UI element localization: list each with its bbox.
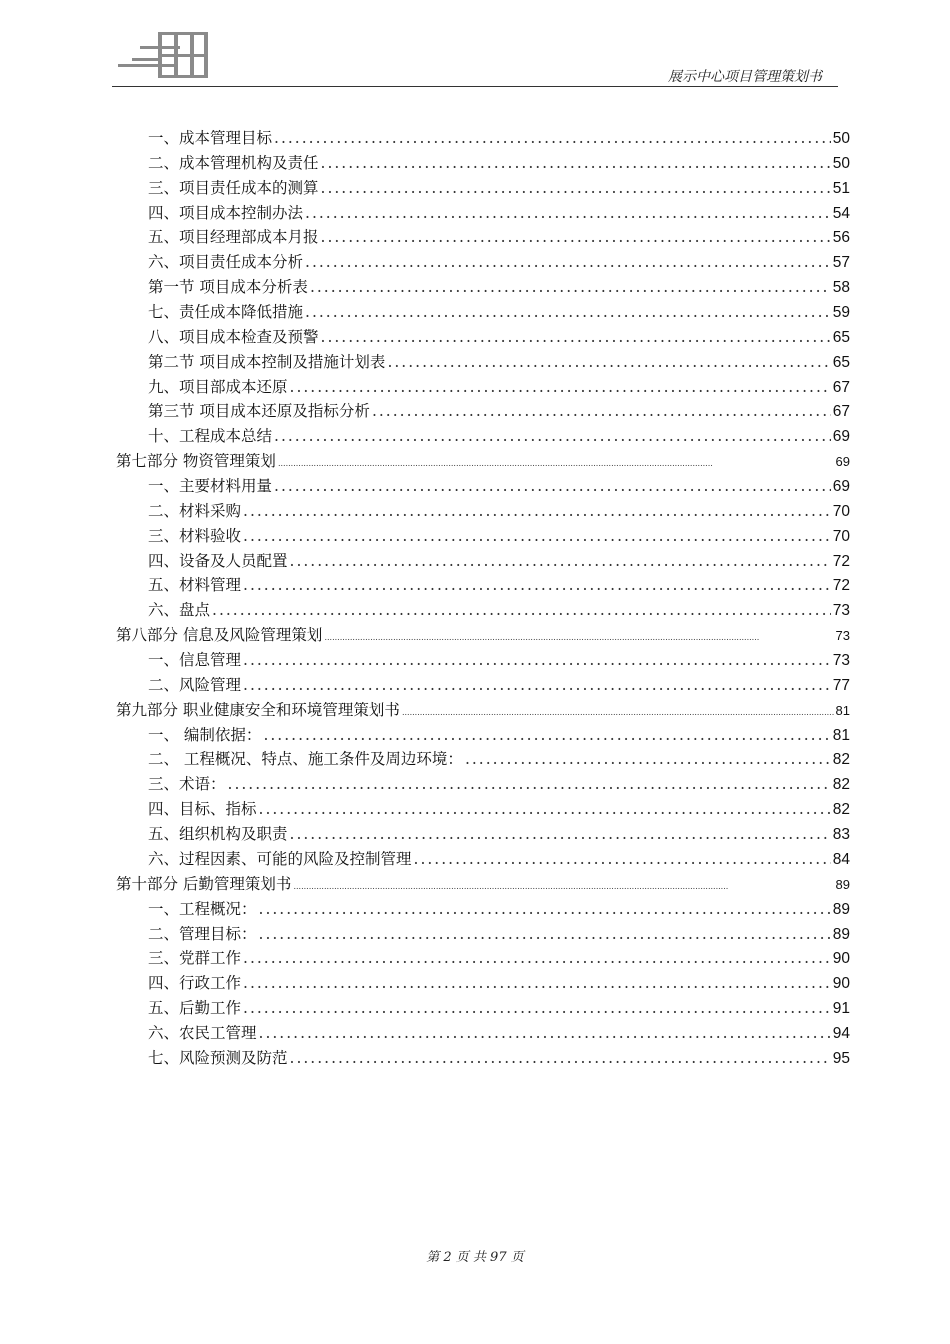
toc-leader-dots bbox=[259, 1021, 831, 1046]
toc-entry-label: 四、目标、指标 bbox=[148, 800, 257, 819]
toc-entry[interactable] bbox=[116, 250, 850, 275]
toc-entry[interactable] bbox=[116, 549, 850, 574]
toc-leader-dots bbox=[321, 151, 831, 176]
toc-page-number: 90 bbox=[832, 975, 850, 993]
toc-entry-label: 第二节 项目成本控制及措施计划表 bbox=[148, 352, 386, 371]
toc-part-entry[interactable] bbox=[116, 872, 850, 897]
toc-leader-dots bbox=[321, 325, 831, 350]
toc-entry[interactable] bbox=[116, 300, 850, 325]
toc-entry[interactable] bbox=[116, 673, 850, 698]
toc-leader-dots bbox=[243, 996, 831, 1021]
toc-entry-label: 四、设备及人员配置 bbox=[148, 551, 288, 570]
toc-leader-dots bbox=[278, 452, 834, 474]
toc-page-number: 82 bbox=[832, 751, 850, 769]
toc-entry-label: 六、项目责任成本分析 bbox=[148, 253, 304, 272]
toc-entry-label: 一、工程概况： bbox=[148, 899, 257, 918]
toc-page-number: 81 bbox=[835, 702, 850, 718]
toc-entry[interactable] bbox=[116, 1046, 850, 1071]
toc-page-number: 69 bbox=[835, 454, 850, 470]
toc-entry-label: 三、材料验收 bbox=[148, 526, 242, 545]
toc-entry-label: 六、盘点 bbox=[148, 601, 211, 620]
toc-entry-label: 第九部分 职业健康安全和环境管理策划书 bbox=[116, 700, 400, 719]
toc-page-number: 82 bbox=[832, 776, 850, 794]
toc-page-number: 91 bbox=[832, 1000, 850, 1018]
toc-entry-label: 十、工程成本总结 bbox=[148, 427, 273, 446]
toc-entry[interactable] bbox=[116, 747, 850, 772]
toc-entry[interactable] bbox=[116, 325, 850, 350]
toc-entry[interactable] bbox=[116, 126, 850, 151]
toc-page-number: 56 bbox=[832, 229, 850, 247]
toc-entry-label: 四、项目成本控制办法 bbox=[148, 203, 304, 222]
toc-leader-dots bbox=[310, 275, 831, 300]
toc-entry[interactable] bbox=[116, 648, 850, 673]
toc-entry-label: 二、风险管理 bbox=[148, 675, 242, 694]
toc-entry-label: 二、管理目标： bbox=[148, 924, 257, 943]
toc-entry-label: 三、党群工作 bbox=[148, 949, 242, 968]
toc-entry-label: 第一节 项目成本分析表 bbox=[148, 278, 308, 297]
toc-leader-dots bbox=[243, 648, 831, 673]
toc-entry-label: 二、 工程概况、特点、施工条件及周边环境： bbox=[148, 750, 463, 769]
toc-page-number: 67 bbox=[832, 378, 850, 396]
toc-page-number: 73 bbox=[832, 602, 850, 620]
toc-entry-label: 三、术语： bbox=[148, 775, 226, 794]
toc-leader-dots bbox=[263, 723, 830, 748]
toc-entry-label: 二、材料采购 bbox=[148, 501, 242, 520]
toc-entry-label: 九、项目部成本还原 bbox=[148, 377, 288, 396]
toc-page-number: 72 bbox=[832, 552, 850, 570]
toc-entry[interactable] bbox=[116, 996, 850, 1021]
toc-entry[interactable] bbox=[116, 350, 850, 375]
toc-entry[interactable] bbox=[116, 847, 850, 872]
toc-leader-dots bbox=[372, 399, 831, 424]
toc-entry[interactable] bbox=[116, 524, 850, 549]
toc-page-number: 89 bbox=[832, 900, 850, 918]
toc-part-entry[interactable] bbox=[116, 698, 850, 723]
document-header-title: 展示中心项目管理策划书 bbox=[668, 69, 822, 85]
toc-entry-label: 二、成本管理机构及责任 bbox=[148, 153, 319, 172]
company-logo bbox=[118, 28, 210, 80]
toc-entry[interactable] bbox=[116, 176, 850, 201]
toc-page-number: 54 bbox=[832, 204, 850, 222]
toc-page-number: 70 bbox=[832, 502, 850, 520]
toc-leader-dots bbox=[259, 797, 831, 822]
toc-entry[interactable] bbox=[116, 971, 850, 996]
toc-page-number: 70 bbox=[832, 527, 850, 545]
toc-leader-dots bbox=[290, 549, 831, 574]
toc-leader-dots bbox=[402, 701, 834, 723]
toc-page-number: 89 bbox=[832, 925, 850, 943]
toc-page-number: 89 bbox=[835, 876, 850, 892]
toc-leader-dots bbox=[387, 350, 830, 375]
toc-page-number: 77 bbox=[832, 676, 850, 694]
toc-page-number: 67 bbox=[832, 403, 850, 421]
toc-entry[interactable] bbox=[116, 499, 850, 524]
toc-leader-dots bbox=[414, 847, 831, 872]
toc-page-number: 83 bbox=[832, 826, 850, 844]
toc-entry-label: 六、农民工管理 bbox=[148, 1023, 257, 1042]
toc-page-number: 69 bbox=[832, 428, 850, 446]
toc-entry[interactable] bbox=[116, 375, 850, 400]
toc-entry[interactable] bbox=[116, 225, 850, 250]
toc-page-number: 65 bbox=[832, 353, 850, 371]
toc-entry[interactable] bbox=[116, 946, 850, 971]
toc-page-number: 84 bbox=[832, 850, 850, 868]
toc-entry[interactable] bbox=[116, 474, 850, 499]
toc-entry[interactable] bbox=[116, 897, 850, 922]
toc-entry-label: 第十部分 后勤管理策划书 bbox=[116, 874, 292, 893]
toc-entry[interactable] bbox=[116, 922, 850, 947]
toc-page-number: 51 bbox=[832, 179, 850, 197]
toc-leader-dots bbox=[259, 922, 831, 947]
toc-part-entry[interactable] bbox=[116, 623, 850, 648]
toc-page-number: 73 bbox=[832, 652, 850, 670]
toc-entry-label: 六、过程因素、可能的风险及控制管理 bbox=[148, 849, 412, 868]
toc-leader-dots bbox=[243, 971, 831, 996]
toc-entry-label: 一、成本管理目标 bbox=[148, 129, 273, 147]
toc-leader-dots bbox=[293, 875, 833, 897]
toc-entry[interactable] bbox=[116, 598, 850, 623]
toc-entry-label: 一、 编制依据： bbox=[148, 725, 262, 744]
toc-page-number: 59 bbox=[832, 304, 850, 322]
toc-entry-label: 四、行政工作 bbox=[148, 974, 242, 993]
toc-leader-dots bbox=[243, 673, 831, 698]
table-of-contents bbox=[116, 126, 850, 1071]
toc-leader-dots bbox=[290, 822, 831, 847]
toc-leader-dots bbox=[321, 176, 831, 201]
toc-entry[interactable] bbox=[116, 1021, 850, 1046]
toc-leader-dots bbox=[228, 772, 831, 797]
toc-entry-label: 五、项目经理部成本月报 bbox=[148, 228, 319, 247]
toc-entry[interactable] bbox=[116, 772, 850, 797]
toc-leader-dots bbox=[305, 250, 831, 275]
toc-entry[interactable] bbox=[116, 201, 850, 226]
toc-page-number: 81 bbox=[832, 726, 850, 744]
toc-leader-dots bbox=[259, 897, 831, 922]
toc-leader-dots bbox=[243, 524, 831, 549]
toc-leader-dots bbox=[321, 225, 831, 250]
header-divider bbox=[112, 86, 838, 87]
toc-page-number: 73 bbox=[835, 628, 850, 644]
toc-part-entry[interactable] bbox=[116, 449, 850, 474]
toc-entry-label: 五、组织机构及职责 bbox=[148, 825, 288, 844]
page-footer: 第 2 页 共 97 页 bbox=[426, 1250, 524, 1265]
toc-entry[interactable] bbox=[116, 424, 850, 449]
toc-entry-label: 一、主要材料用量 bbox=[148, 477, 273, 496]
toc-page-number: 94 bbox=[832, 1024, 850, 1042]
toc-entry-label: 第三节 项目成本还原及指标分析 bbox=[148, 402, 370, 421]
toc-leader-dots bbox=[290, 1046, 831, 1071]
toc-entry[interactable] bbox=[116, 275, 850, 300]
toc-entry-label: 七、责任成本降低措施 bbox=[148, 303, 304, 322]
toc-leader-dots bbox=[274, 424, 831, 449]
toc-page-number: 90 bbox=[832, 950, 850, 968]
toc-entry-label: 三、项目责任成本的测算 bbox=[148, 178, 319, 197]
toc-entry-label: 一、信息管理 bbox=[148, 651, 242, 670]
toc-leader-dots bbox=[290, 375, 831, 400]
toc-page-number: 65 bbox=[832, 328, 850, 346]
toc-leader-dots bbox=[324, 626, 833, 648]
toc-leader-dots bbox=[274, 126, 831, 151]
toc-entry[interactable] bbox=[116, 797, 850, 822]
toc-entry-label: 第八部分 信息及风险管理策划 bbox=[116, 626, 323, 645]
toc-leader-dots bbox=[243, 499, 831, 524]
toc-leader-dots bbox=[305, 300, 831, 325]
toc-leader-dots bbox=[243, 573, 831, 598]
toc-entry-label: 七、风险预测及防范 bbox=[148, 1048, 288, 1067]
toc-entry[interactable] bbox=[116, 822, 850, 847]
toc-leader-dots bbox=[212, 598, 831, 623]
toc-entry-label: 第七部分 物资管理策划 bbox=[116, 452, 276, 471]
toc-page-number: 58 bbox=[832, 279, 850, 297]
toc-page-number: 50 bbox=[832, 154, 850, 172]
toc-entry[interactable] bbox=[116, 151, 850, 176]
toc-entry-label: 五、材料管理 bbox=[148, 576, 242, 595]
toc-entry[interactable] bbox=[116, 723, 850, 748]
toc-page-number: 82 bbox=[832, 801, 850, 819]
toc-page-number: 72 bbox=[832, 577, 850, 595]
toc-page-number: 57 bbox=[832, 254, 850, 272]
toc-leader-dots bbox=[465, 747, 831, 772]
toc-page-number: 69 bbox=[832, 478, 850, 496]
toc-entry-label: 八、项目成本检查及预警 bbox=[148, 327, 319, 346]
toc-page-number: 95 bbox=[832, 1049, 850, 1067]
toc-entry-label: 五、后勤工作 bbox=[148, 999, 242, 1018]
toc-entry[interactable] bbox=[116, 573, 850, 598]
toc-leader-dots bbox=[305, 201, 831, 226]
toc-entry[interactable] bbox=[116, 399, 850, 424]
toc-leader-dots bbox=[243, 946, 831, 971]
toc-page-number: 50 bbox=[832, 130, 850, 147]
toc-leader-dots bbox=[274, 474, 831, 499]
